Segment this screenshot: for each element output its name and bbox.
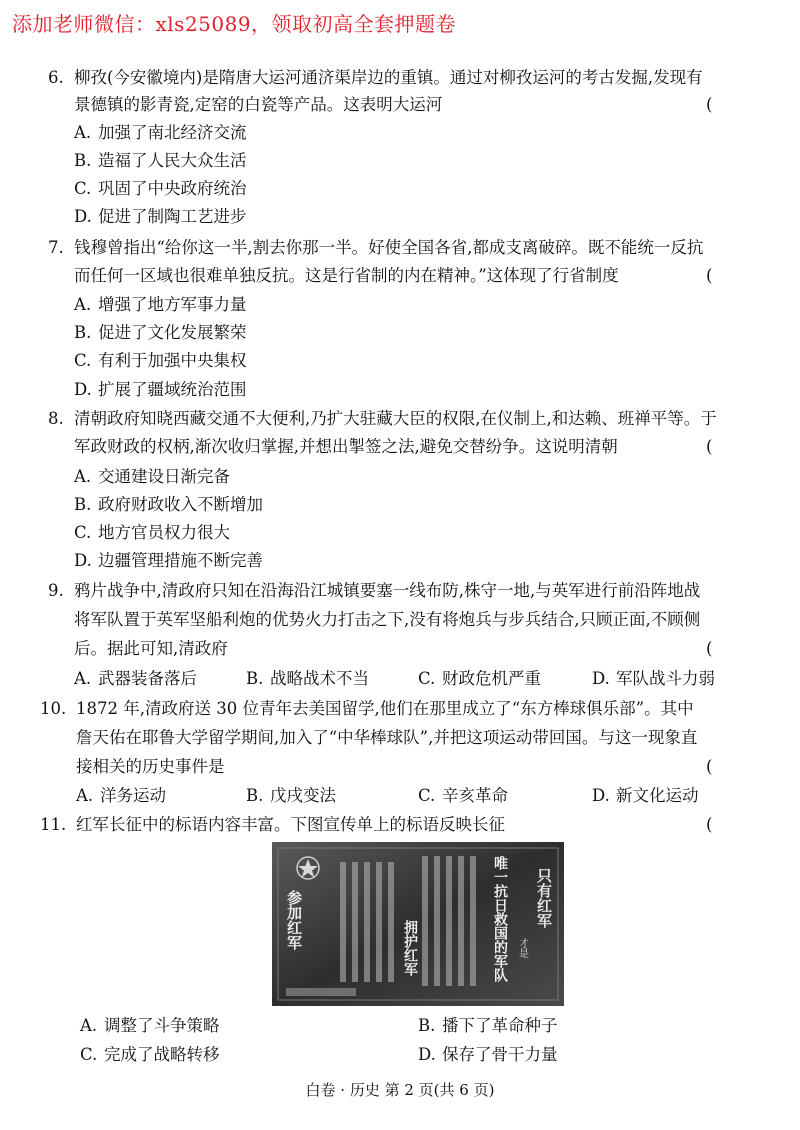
option-d: D. 边疆管理措施不断完善 (74, 551, 263, 570)
question-stem-line: 清朝政府知晓西藏交通不大便利,乃扩大驻藏大臣的权限,在仪制上,和达赖、班禅平等。于 (74, 409, 717, 428)
leaflet-footer-mark (286, 988, 356, 996)
question-stem-line: 将军队置于英军坚船利炮的优势火力打击之下,没有将炮兵与步兵结合,只顾正面,不顾侧 (74, 610, 701, 629)
question-number: 11. (40, 815, 67, 834)
option-d: D. 扩展了疆域统治范围 (74, 380, 247, 399)
answer-paren: ( (706, 757, 713, 776)
option-b: B. 战略战术不当 (246, 669, 369, 688)
page-footer: 白卷 · 历史 第 2 页(共 6 页) (305, 1081, 495, 1099)
option-d: D. 保存了骨干力量 (418, 1045, 558, 1064)
answer-paren: ( (706, 266, 713, 285)
question-stem-line: 景德镇的影青瓷,定窑的白瓷等产品。这表明大运河 (74, 95, 443, 114)
option-b: B. 戊戌变法 (246, 786, 336, 805)
option-b: B. 政府财政收入不断增加 (74, 495, 263, 514)
option-c: C. 财政危机严重 (418, 669, 541, 688)
option-d: D. 军队战斗力弱 (592, 669, 715, 688)
propaganda-leaflet-photo (272, 842, 564, 1006)
option-b: B. 促进了文化发展繁荣 (74, 323, 247, 342)
answer-paren: ( (706, 815, 713, 834)
option-a: A. 武器装备落后 (74, 669, 197, 688)
option-d: D. 新文化运动 (592, 786, 699, 805)
answer-paren: ( (706, 639, 713, 658)
option-a: A. 洋务运动 (76, 786, 166, 805)
option-c: C. 完成了战略转移 (80, 1045, 220, 1064)
question-stem-line: 接相关的历史事件是 (76, 757, 225, 776)
question-stem-line: 后。据此可知,清政府 (74, 639, 228, 658)
slogan-col-2: 唯一抗日救国的军队 (492, 856, 508, 982)
option-b: B. 播下了革命种子 (418, 1016, 558, 1035)
question-stem-line: 红军长征中的标语内容丰富。下图宣传单上的标语反映长征 (76, 815, 505, 834)
question-stem-line: 1872 年,清政府送 30 位青年去美国留学,他们在那里成立了“东方棒球俱乐部”。其中 (76, 699, 694, 718)
option-a: A. 交通建设日渐完备 (74, 467, 230, 486)
option-c: C. 巩固了中央政府统治 (74, 179, 247, 198)
question-stem-line: 钱穆曾指出“给你这一半,割去你那一半。好使全国各省,都成支离破碎。既不能统一反抗 (74, 238, 704, 257)
question-number: 10. (40, 699, 67, 718)
slogan-col-1: 只有红军 (535, 868, 553, 928)
question-stem-line: 而任何一区域也很难单独反抗。这是行省制的内在精神。”这体现了行省制度 (74, 266, 619, 285)
option-b: B. 造福了人民大众生活 (74, 151, 247, 170)
option-c: C. 辛亥革命 (418, 786, 508, 805)
option-a: A. 增强了地方军事力量 (74, 295, 247, 314)
question-number: 9. (48, 581, 64, 600)
answer-paren: ( (706, 95, 713, 114)
answer-paren: ( (706, 437, 713, 456)
slogan-col-3: 参加红军 (285, 890, 303, 950)
option-a: A. 加强了南北经济交流 (74, 123, 247, 142)
question-stem-line: 鸦片战争中,清政府只知在沿海沿江城镇要塞一线布防,株守一地,与英军进行前沿阵地战 (74, 581, 701, 600)
option-c: C. 地方官员权力很大 (74, 523, 230, 542)
option-a: A. 调整了斗争策略 (80, 1016, 220, 1035)
question-stem-line: 詹天佑在耶鲁大学留学期间,加入了“中华棒球队”,并把这项运动带回国。与这一现象直 (76, 728, 698, 747)
option-c: C. 有利于加强中央集权 (74, 351, 247, 370)
question-stem-line: 军政财政的权柄,渐次收归掌握,并想出掣签之法,避免交替纷争。这说明清朝 (74, 437, 618, 456)
leaflet-graphic (272, 842, 564, 1006)
slogan-col-4: 拥护红军 (402, 920, 418, 976)
question-number: 8. (48, 409, 64, 428)
option-d: D. 促进了制陶工艺进步 (74, 207, 247, 226)
watermark-text: 添加老师微信：xls25089，领取初高全套押题卷 (12, 12, 457, 36)
question-stem-line: 柳孜(今安徽境内)是隋唐大运河通济渠岸边的重镇。通过对柳孜运河的考古发掘,发现有 (74, 68, 703, 87)
question-number: 7. (48, 238, 64, 257)
question-number: 6. (48, 68, 64, 87)
slogan-col-1b: 才是 (516, 938, 528, 958)
